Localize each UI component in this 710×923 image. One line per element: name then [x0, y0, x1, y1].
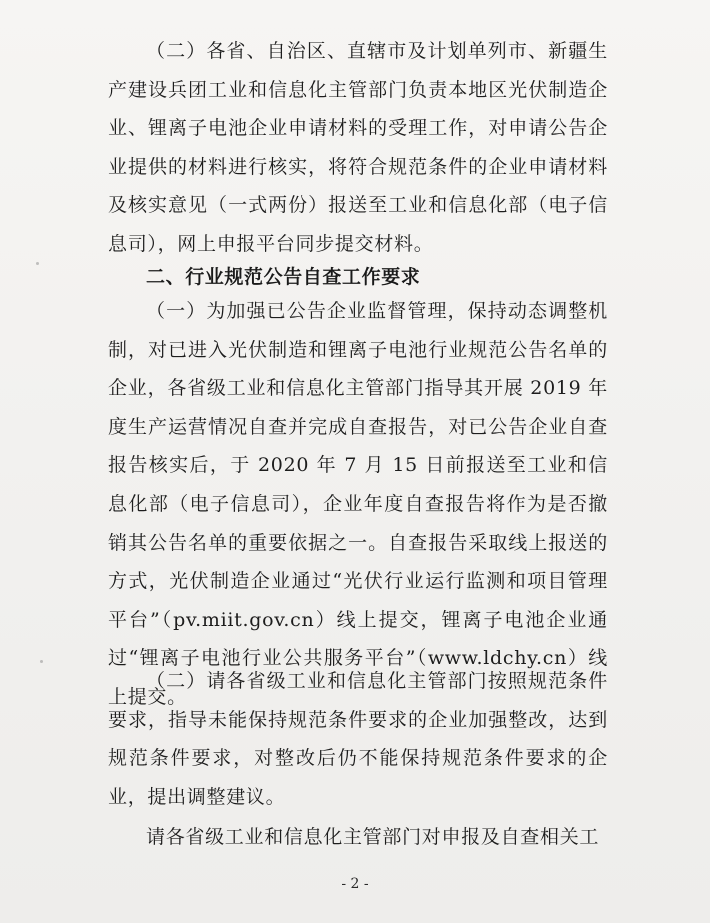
paragraph-rectification: （二）请各省级工业和信息化主管部门按照规范条件要求，指导未能保持规范条件要求的企业加强整改，达到规范条件要求，对整改后仍不能保持规范条件要求的企业，提出调整建议。 — [108, 670, 608, 808]
section-heading: 二、行业规范公告自查工作要求 — [146, 266, 421, 288]
scan-speck — [40, 660, 43, 663]
scan-speck — [36, 262, 39, 265]
paragraph-continuation: 请各省级工业和信息化主管部门对申报及自查相关工 — [146, 826, 600, 848]
page-number: - 2 - — [341, 876, 369, 892]
paragraph-self-inspection: （一）为加强已公告企业监督管理，保持动态调整机制，对已进入光伏制造和锂离子电池行业规范公告名单的企业，各省级工业和信息化主管部门指导其开展 2019 年度生产运营情况自查并完成自查报告，对已公告企业自查报告核实后，于 2020 年 7 月 15 日前报送至工业和信息化部（电子信息司），企业年度自查报告将作为是否撤销其公告名单的重要依据之一。自查报告采取线上报送的方式，光伏制造企业通过“光伏行业运行监测和项目管理平台”（pv.miit.gov.cn）线上提交，锂离子电池企业通过“锂离子电池行业公共服务平台”（www.ldchy.cn）线上提交。 — [108, 300, 608, 708]
paragraph-provincial-acceptance: （二）各省、自治区、直辖市及计划单列市、新疆生产建设兵团工业和信息化主管部门负责本地区光伏制造企业、锂离子电池企业申请材料的受理工作，对申请公告企业提供的材料进行核实，将符合规范条件的企业申请材料及核实意见（一式两份）报送至工业和信息化部（电子信息司），网上申报平台同步提交材料。 — [108, 40, 608, 255]
